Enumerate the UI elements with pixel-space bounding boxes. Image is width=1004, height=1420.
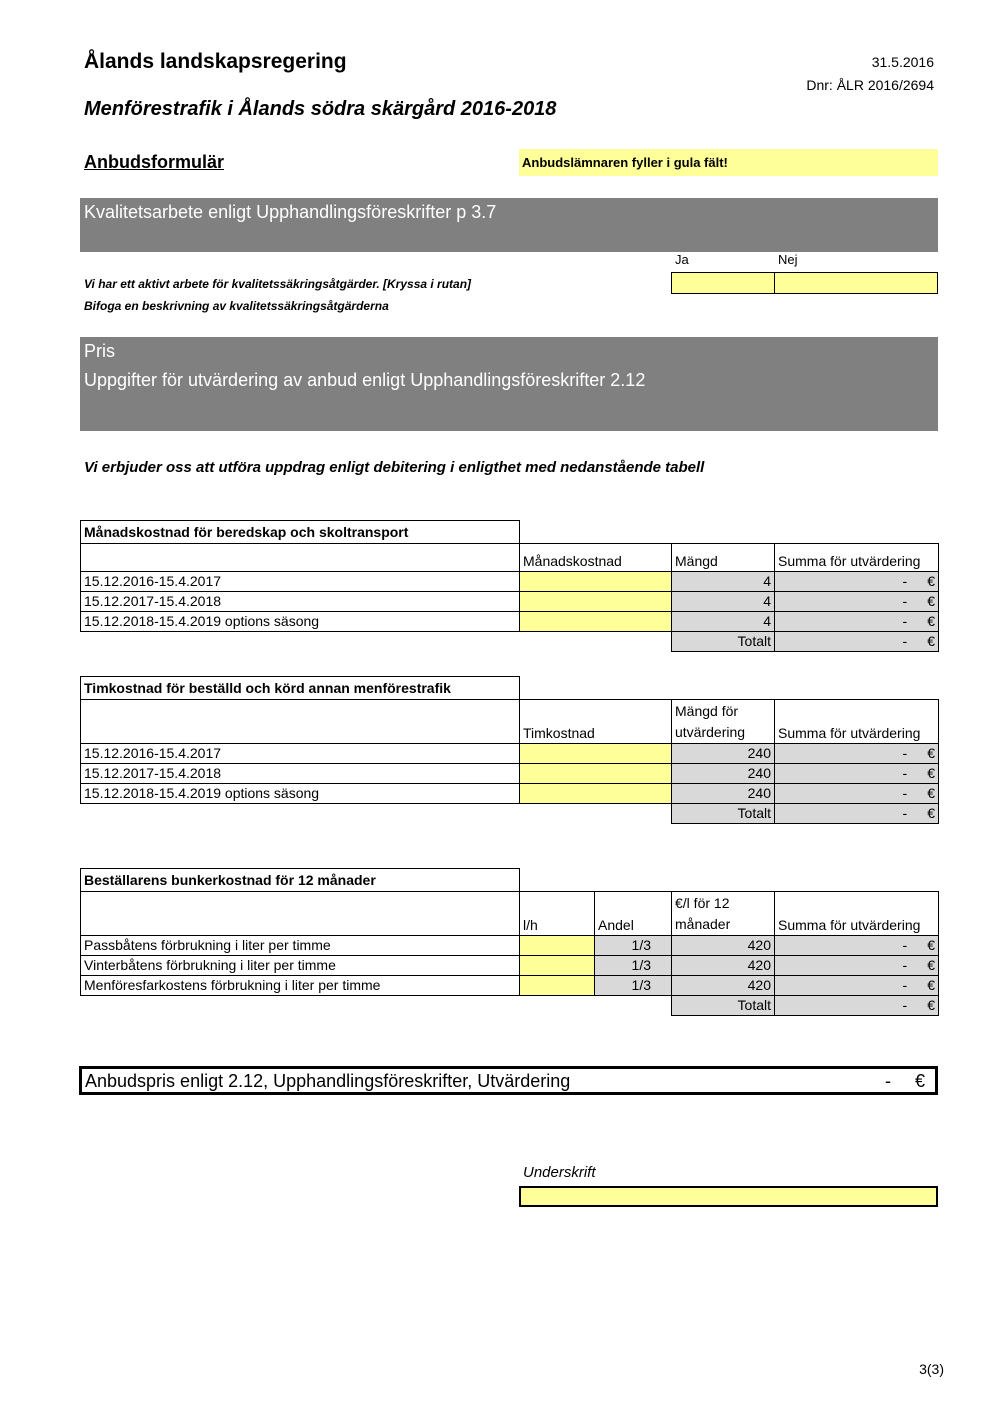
total-label: Totalt xyxy=(672,804,775,824)
share-cell: 1/3 xyxy=(595,936,672,956)
sum-cell: - € xyxy=(775,744,939,764)
quality-section-band xyxy=(80,198,938,252)
price-section-subtitle: Uppgifter för utvärdering av anbud enligt Upphandlingsföreskrifter 2.12 xyxy=(84,370,646,390)
quality-section-title: Kvalitetsarbete enligt Upphandlingsföreskrifter p 3.7 xyxy=(84,202,497,222)
column-header: Mängd xyxy=(672,544,775,572)
total-label: Totalt xyxy=(672,632,775,652)
sum-cell: - € xyxy=(775,936,939,956)
total-sum: - € xyxy=(775,632,939,652)
grand-total-box xyxy=(79,1066,938,1095)
column-header: Summa för utvärdering xyxy=(775,700,939,744)
yes-label: Ja xyxy=(675,252,689,267)
sum-cell: - € xyxy=(775,976,939,996)
signature-field[interactable] xyxy=(519,1186,938,1207)
monthly-cost-input[interactable] xyxy=(520,612,672,632)
table-caption: Beställarens bunkerkostnad för 12 månader xyxy=(81,869,520,892)
quantity-cell: 4 xyxy=(672,572,775,592)
price-cell: 420 xyxy=(672,936,775,956)
document-title: Menförestrafik i Ålands södra skärgård 2016-2018 xyxy=(84,98,557,120)
price-section-title: Pris xyxy=(84,341,115,361)
sum-cell: - € xyxy=(775,592,939,612)
table-row xyxy=(81,956,939,976)
total-sum: - € xyxy=(775,996,939,1016)
no-label: Nej xyxy=(778,252,798,267)
item-cell: Menföresfarkostens förbrukning i liter per timme xyxy=(81,976,520,996)
column-header: Månadskostnad xyxy=(520,544,672,572)
no-checkbox-field[interactable] xyxy=(774,272,938,294)
document-date: 31.5.2016 xyxy=(871,54,934,70)
hourly-cost-table xyxy=(80,676,939,824)
hourly-cost-input[interactable] xyxy=(520,764,672,784)
monthly-cost-input[interactable] xyxy=(520,592,672,612)
price-cell: 420 xyxy=(672,976,775,996)
column-header: Andel xyxy=(595,892,672,936)
yes-checkbox-field[interactable] xyxy=(671,272,775,294)
consumption-input[interactable] xyxy=(520,976,595,996)
table-caption: Timkostnad för beställd och körd annan menförestrafik xyxy=(81,677,520,700)
period-cell: 15.12.2016-15.4.2017 xyxy=(81,572,520,592)
period-cell: 15.12.2017-15.4.2018 xyxy=(81,764,520,784)
fill-instruction-note: Anbudslämnaren fyller i gula fält! xyxy=(519,149,938,176)
period-cell: 15.12.2017-15.4.2018 xyxy=(81,592,520,612)
price-cell: 420 xyxy=(672,956,775,976)
total-label: Totalt xyxy=(672,996,775,1016)
form-title: Anbudsformulär xyxy=(84,152,225,172)
table-row xyxy=(81,764,939,784)
quantity-cell: 240 xyxy=(672,784,775,804)
document-number: Dnr: ÅLR 2016/2694 xyxy=(806,77,934,93)
sum-cell: - € xyxy=(775,784,939,804)
column-header: Mängd för utvärdering xyxy=(672,700,775,744)
total-sum: - € xyxy=(775,804,939,824)
column-header: €/l för 12 månader xyxy=(672,892,775,936)
consumption-input[interactable] xyxy=(520,936,595,956)
table-caption: Månadskostnad för beredskap och skoltransport xyxy=(81,521,520,544)
consumption-input[interactable] xyxy=(520,956,595,976)
monthly-cost-input[interactable] xyxy=(520,572,672,592)
table-row xyxy=(81,976,939,996)
table-row xyxy=(81,744,939,764)
column-header: Summa för utvärdering xyxy=(775,544,939,572)
sum-cell: - € xyxy=(775,764,939,784)
column-header: l/h xyxy=(520,892,595,936)
table-row xyxy=(81,612,939,632)
column-header: Summa för utvärdering xyxy=(775,892,939,936)
column-header: Timkostnad xyxy=(520,700,672,744)
price-section-band xyxy=(80,337,938,431)
quality-attachment-note: Bifoga en beskrivning av kvalitetssäkringsåtgärderna xyxy=(84,299,389,313)
quality-question: Vi har ett aktivt arbete för kvalitetssäkringsåtgärder. [Kryssa i rutan] xyxy=(84,277,472,291)
item-cell: Passbåtens förbrukning i liter per timme xyxy=(81,936,520,956)
page-number: 3(3) xyxy=(919,1361,944,1377)
signature-label: Underskrift xyxy=(523,1164,596,1181)
offer-statement: Vi erbjuder oss att utföra uppdrag enligt debitering i enligthet med nedanstående tabell xyxy=(84,459,705,476)
period-cell: 15.12.2018-15.4.2019 options säsong xyxy=(81,612,520,632)
quantity-cell: 4 xyxy=(672,592,775,612)
hourly-cost-input[interactable] xyxy=(520,744,672,764)
organization-name: Ålands landskapsregering xyxy=(84,50,347,73)
table-row xyxy=(81,572,939,592)
grand-total-label: Anbudspris enligt 2.12, Upphandlingsföreskrifter, Utvärdering xyxy=(85,1071,571,1091)
share-cell: 1/3 xyxy=(595,956,672,976)
monthly-cost-table xyxy=(80,520,939,652)
share-cell: 1/3 xyxy=(595,976,672,996)
item-cell: Vinterbåtens förbrukning i liter per timme xyxy=(81,956,520,976)
hourly-cost-input[interactable] xyxy=(520,784,672,804)
quantity-cell: 240 xyxy=(672,744,775,764)
table-row xyxy=(81,592,939,612)
table-row xyxy=(81,936,939,956)
sum-cell: - € xyxy=(775,612,939,632)
table-row xyxy=(81,784,939,804)
bunker-cost-table xyxy=(80,868,939,1016)
period-cell: 15.12.2016-15.4.2017 xyxy=(81,744,520,764)
grand-total-value: - € xyxy=(884,1071,925,1091)
sum-cell: - € xyxy=(775,572,939,592)
quantity-cell: 4 xyxy=(672,612,775,632)
quantity-cell: 240 xyxy=(672,764,775,784)
period-cell: 15.12.2018-15.4.2019 options säsong xyxy=(81,784,520,804)
sum-cell: - € xyxy=(775,956,939,976)
